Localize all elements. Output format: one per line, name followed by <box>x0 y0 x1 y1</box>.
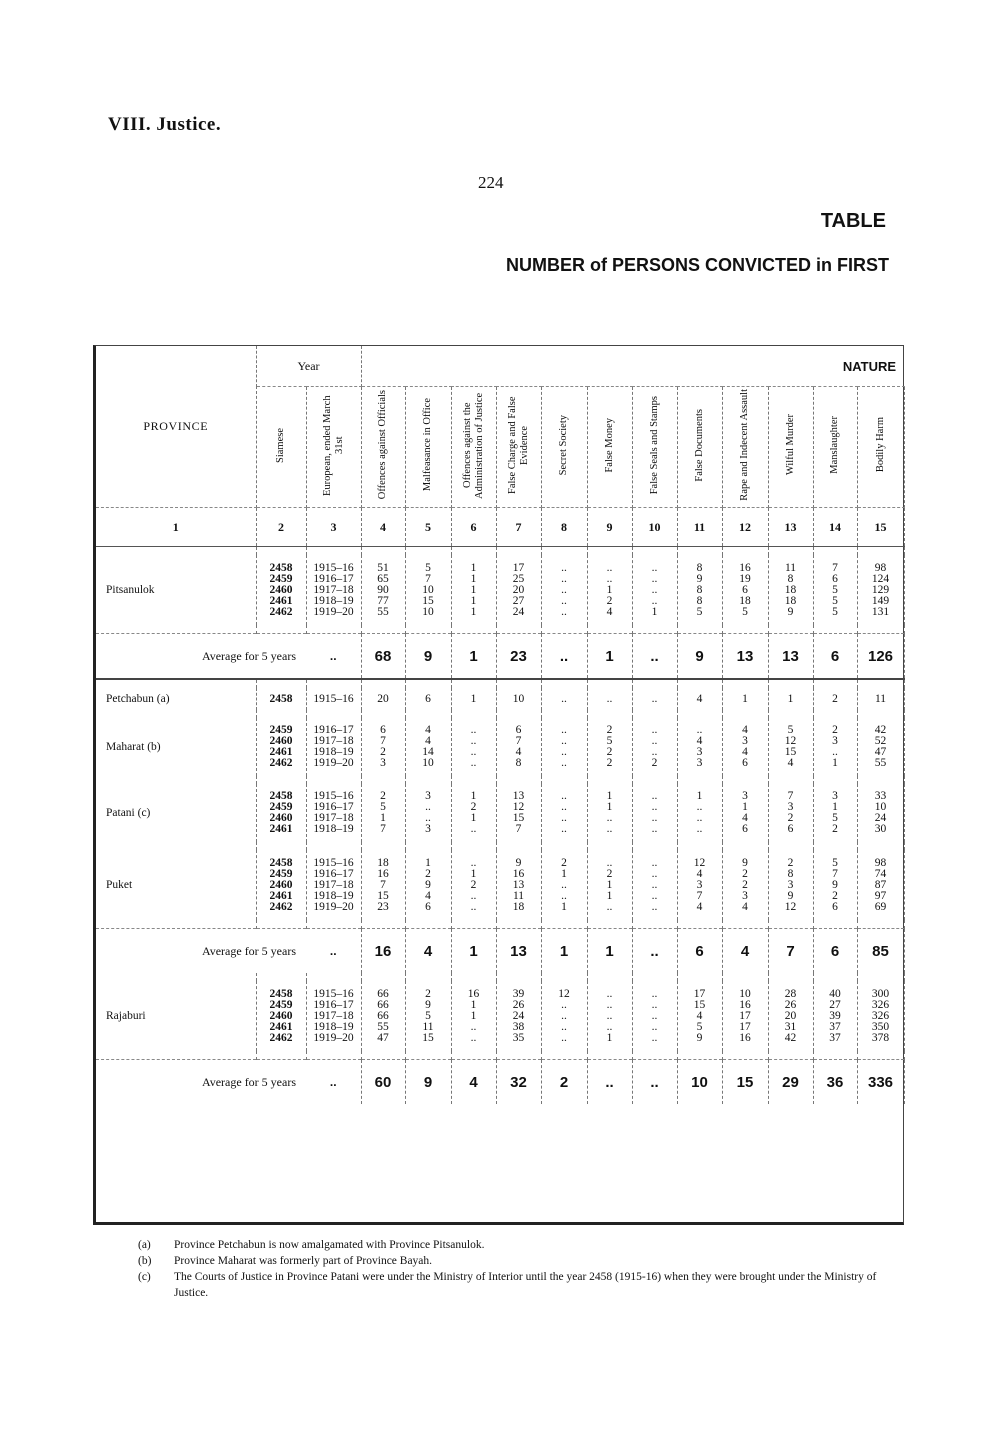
average-value: 6 <box>677 929 722 974</box>
page-number: 224 <box>478 173 504 192</box>
value-cell: 1 <box>768 688 813 710</box>
value-cell: .. .. .. .. .. <box>541 555 587 625</box>
nature-column-header: False Documents <box>677 387 722 508</box>
value-cell: 1916–17 1917–18 1918–19 1919–20 <box>306 718 361 776</box>
nature-column-header: False Charge and False Evidence <box>496 387 541 508</box>
value-cell: 17 15 4 5 9 <box>677 981 722 1051</box>
value-cell: 6 <box>405 688 451 710</box>
value-cell: 7 6 5 5 5 <box>813 555 857 625</box>
value-cell: .. .. .. .. <box>632 784 677 842</box>
average-value: 36 <box>813 1060 857 1105</box>
average-value: 1 <box>541 929 587 974</box>
average-value: 9 <box>677 634 722 679</box>
value-cell: .. .. .. .. 1 <box>587 981 632 1051</box>
value-cell: 16 19 6 18 5 <box>722 555 768 625</box>
average-value: 6 <box>813 929 857 974</box>
average-value: 13 <box>496 929 541 974</box>
value-cell: 2 5 1 7 <box>361 784 405 842</box>
table-heading: TABLE <box>820 210 886 232</box>
value-cell: 16 1 1 .. .. <box>451 981 496 1051</box>
average-value: .. <box>587 1060 632 1105</box>
province-name: Puket <box>96 850 256 920</box>
value-cell: 2458 2459 2460 2461 2462 <box>256 981 306 1051</box>
province-row <box>96 981 904 1051</box>
value-cell: 39 26 24 38 35 <box>496 981 541 1051</box>
footnote-mark: (c) <box>138 1271 151 1283</box>
value-cell: 1915–16 1916–17 1917–18 1918–19 1919–20 <box>306 850 361 920</box>
nature-column-header: Offences against Officials <box>361 387 405 508</box>
average-label: Average for 5 years <box>96 929 306 974</box>
value-cell: 11 8 18 18 9 <box>768 555 813 625</box>
column-number: 4 <box>361 508 405 547</box>
value-cell: 1 1 1 1 1 <box>451 555 496 625</box>
average-value: 32 <box>496 1060 541 1105</box>
value-cell: 66 66 66 55 47 <box>361 981 405 1051</box>
convictions-table <box>96 346 905 1104</box>
value-cell: 3 1 4 6 <box>722 784 768 842</box>
value-cell: .. .. 1 2 4 <box>587 555 632 625</box>
value-cell: 10 16 17 17 16 <box>722 981 768 1051</box>
footnote-mark: (a) <box>138 1239 151 1251</box>
column-number: 14 <box>813 508 857 547</box>
column-number: 2 <box>256 508 306 547</box>
value-cell: 1 1 .. .. <box>587 784 632 842</box>
european-header: European, ended March 31st <box>306 387 361 508</box>
province-name: Patani (c) <box>96 784 256 842</box>
column-number: 3 <box>306 508 361 547</box>
value-cell: .. <box>541 688 587 710</box>
value-cell: 1915–16 <box>306 688 361 710</box>
value-cell: 2459 2460 2461 2462 <box>256 718 306 776</box>
value-cell: 1 <box>451 688 496 710</box>
value-cell: 13 12 15 7 <box>496 784 541 842</box>
nature-column-header: False Money <box>587 387 632 508</box>
value-cell: .. .. .. .. 1 <box>632 555 677 625</box>
value-cell: 2 3 .. 1 <box>813 718 857 776</box>
average-value: 1 <box>587 929 632 974</box>
value-cell: 2 9 5 11 15 <box>405 981 451 1051</box>
value-cell: .. <box>632 688 677 710</box>
province-row <box>96 784 904 842</box>
nature-column-header: False Seals and Stamps <box>632 387 677 508</box>
province-row <box>96 688 904 710</box>
nature-column-header: Manslaughter <box>813 387 857 508</box>
nature-column-header: Bodily Harm <box>857 387 904 508</box>
average-value: 2 <box>541 1060 587 1105</box>
average-value: 4 <box>451 1060 496 1105</box>
value-cell: 1 <box>722 688 768 710</box>
average-value: 4 <box>405 929 451 974</box>
average-row <box>96 1060 904 1105</box>
nature-column-header: Rape and Indecent Assault <box>722 387 768 508</box>
average-label: Average for 5 years <box>96 634 306 679</box>
column-number: 5 <box>405 508 451 547</box>
province-row <box>96 718 904 776</box>
average-value: 85 <box>857 929 904 974</box>
average-value: 126 <box>857 634 904 679</box>
value-cell: 12 4 3 7 4 <box>677 850 722 920</box>
value-cell: 4 3 4 6 <box>722 718 768 776</box>
value-cell: 7 3 2 6 <box>768 784 813 842</box>
average-value: .. <box>632 634 677 679</box>
province-row <box>96 555 904 625</box>
value-cell: 1915–16 1916–17 1917–18 1918–19 <box>306 784 361 842</box>
nature-column-header: Secret Society <box>541 387 587 508</box>
value-cell: 5 7 10 15 10 <box>405 555 451 625</box>
footnote-text: The Courts of Justice in Province Patani were under the Ministry of Interior until the year 2458 (1915-16) when they were brought under the Ministry of Justice. <box>174 1271 877 1299</box>
value-cell: 1 2 9 4 6 <box>405 850 451 920</box>
province-header: PROVINCE <box>96 346 256 508</box>
value-cell: 2458 2459 2460 2461 2462 <box>256 555 306 625</box>
average-value: 68 <box>361 634 405 679</box>
value-cell: 1915–16 1916–17 1917–18 1918–19 1919–20 <box>306 981 361 1051</box>
value-cell: 51 65 90 77 55 <box>361 555 405 625</box>
column-number: 15 <box>857 508 904 547</box>
value-cell: 9 2 2 3 4 <box>722 850 768 920</box>
value-cell: 33 10 24 30 <box>857 784 904 842</box>
footnotes <box>138 1237 908 1301</box>
value-cell: .. <box>587 688 632 710</box>
convictions-table-frame <box>93 345 904 1225</box>
value-cell: 2458 2459 2460 2461 2462 <box>256 850 306 920</box>
value-cell: .. .. .. .. <box>541 784 587 842</box>
province-name: Maharat (b) <box>96 718 256 776</box>
province-name: Petchabun (a) <box>96 688 256 710</box>
footnote <box>138 1237 908 1253</box>
value-cell: 2 1 .. .. 1 <box>541 850 587 920</box>
average-value: 9 <box>405 634 451 679</box>
average-value: 1 <box>451 634 496 679</box>
average-value: 9 <box>405 1060 451 1105</box>
value-cell: 6 7 4 8 <box>496 718 541 776</box>
average-value: 1 <box>451 929 496 974</box>
average-value: 1 <box>587 634 632 679</box>
average-value: 10 <box>677 1060 722 1105</box>
average-dots: .. <box>306 929 361 974</box>
average-row <box>96 929 904 974</box>
value-cell: 10 <box>496 688 541 710</box>
average-dots: .. <box>306 634 361 679</box>
value-cell: 2 <box>813 688 857 710</box>
average-value: 60 <box>361 1060 405 1105</box>
column-number: 1 <box>96 508 256 547</box>
value-cell: 5 12 15 4 <box>768 718 813 776</box>
nature-column-header: Malfeasance in Office <box>405 387 451 508</box>
value-cell: 6 7 2 3 <box>361 718 405 776</box>
footnote <box>138 1253 908 1269</box>
value-cell: .. .. .. .. <box>541 718 587 776</box>
value-cell: .. .. .. 2 <box>632 718 677 776</box>
value-cell: 18 16 7 15 23 <box>361 850 405 920</box>
average-dots: .. <box>306 1060 361 1105</box>
value-cell: .. 2 1 1 .. <box>587 850 632 920</box>
column-number: 9 <box>587 508 632 547</box>
footnote-text: Province Petchabun is now amalgamated with Province Pitsanulok. <box>174 1239 485 1251</box>
value-cell: 28 26 20 31 42 <box>768 981 813 1051</box>
value-cell: 98 124 129 149 131 <box>857 555 904 625</box>
value-cell: 2458 <box>256 688 306 710</box>
section-title: VIII. Justice. <box>108 114 222 135</box>
footnote-mark: (b) <box>138 1255 152 1267</box>
value-cell: 1 .. .. .. <box>677 784 722 842</box>
value-cell: .. .. .. .. .. <box>632 981 677 1051</box>
value-cell: 9 16 13 11 18 <box>496 850 541 920</box>
average-value: .. <box>541 634 587 679</box>
value-cell: 1 2 1 .. <box>451 784 496 842</box>
value-cell: 8 9 8 8 5 <box>677 555 722 625</box>
value-cell: 17 25 20 27 24 <box>496 555 541 625</box>
value-cell: .. 1 2 .. .. <box>451 850 496 920</box>
average-value: 16 <box>361 929 405 974</box>
column-number: 11 <box>677 508 722 547</box>
column-number: 12 <box>722 508 768 547</box>
nature-column-header: Wilful Murder <box>768 387 813 508</box>
value-cell: 300 326 326 350 378 <box>857 981 904 1051</box>
average-value: 13 <box>768 634 813 679</box>
value-cell: 11 <box>857 688 904 710</box>
value-cell: 98 74 87 97 69 <box>857 850 904 920</box>
province-row <box>96 850 904 920</box>
average-value: .. <box>632 929 677 974</box>
value-cell: .. .. .. .. .. <box>632 850 677 920</box>
value-cell: 5 7 9 2 6 <box>813 850 857 920</box>
value-cell: .. 4 3 3 <box>677 718 722 776</box>
footnote <box>138 1269 908 1301</box>
province-name: Pitsanulok <box>96 555 256 625</box>
average-value: 29 <box>768 1060 813 1105</box>
column-number: 6 <box>451 508 496 547</box>
average-value: 7 <box>768 929 813 974</box>
column-number: 8 <box>541 508 587 547</box>
value-cell: 4 4 14 10 <box>405 718 451 776</box>
value-cell: 20 <box>361 688 405 710</box>
average-value: 15 <box>722 1060 768 1105</box>
average-row <box>96 634 904 679</box>
average-label: Average for 5 years <box>96 1060 306 1105</box>
column-number: 7 <box>496 508 541 547</box>
average-value: .. <box>632 1060 677 1105</box>
value-cell: 2 5 2 2 <box>587 718 632 776</box>
nature-header: NATURE <box>361 346 904 387</box>
value-cell: 4 <box>677 688 722 710</box>
value-cell: 3 1 5 2 <box>813 784 857 842</box>
value-cell: 2 8 3 9 12 <box>768 850 813 920</box>
table-title: NUMBER of PERSONS CONVICTED in FIRST <box>505 255 889 275</box>
nature-column-header: Offences against the Administration of Justice <box>451 387 496 508</box>
province-name: Rajaburi <box>96 981 256 1051</box>
value-cell: 3 .. .. 3 <box>405 784 451 842</box>
average-value: 4 <box>722 929 768 974</box>
value-cell: .. .. .. .. <box>451 718 496 776</box>
column-number: 13 <box>768 508 813 547</box>
average-value: 336 <box>857 1060 904 1105</box>
average-value: 23 <box>496 634 541 679</box>
average-value: 13 <box>722 634 768 679</box>
value-cell: 42 52 47 55 <box>857 718 904 776</box>
average-value: 6 <box>813 634 857 679</box>
siamese-header: Siamese <box>256 387 306 508</box>
year-header: Year <box>256 346 361 387</box>
value-cell: 12 .. .. .. .. <box>541 981 587 1051</box>
value-cell: 1915–16 1916–17 1917–18 1918–19 1919–20 <box>306 555 361 625</box>
value-cell: 2458 2459 2460 2461 <box>256 784 306 842</box>
footnote-text: Province Maharat was formerly part of Province Bayah. <box>174 1255 433 1267</box>
column-number: 10 <box>632 508 677 547</box>
value-cell: 40 27 39 37 37 <box>813 981 857 1051</box>
